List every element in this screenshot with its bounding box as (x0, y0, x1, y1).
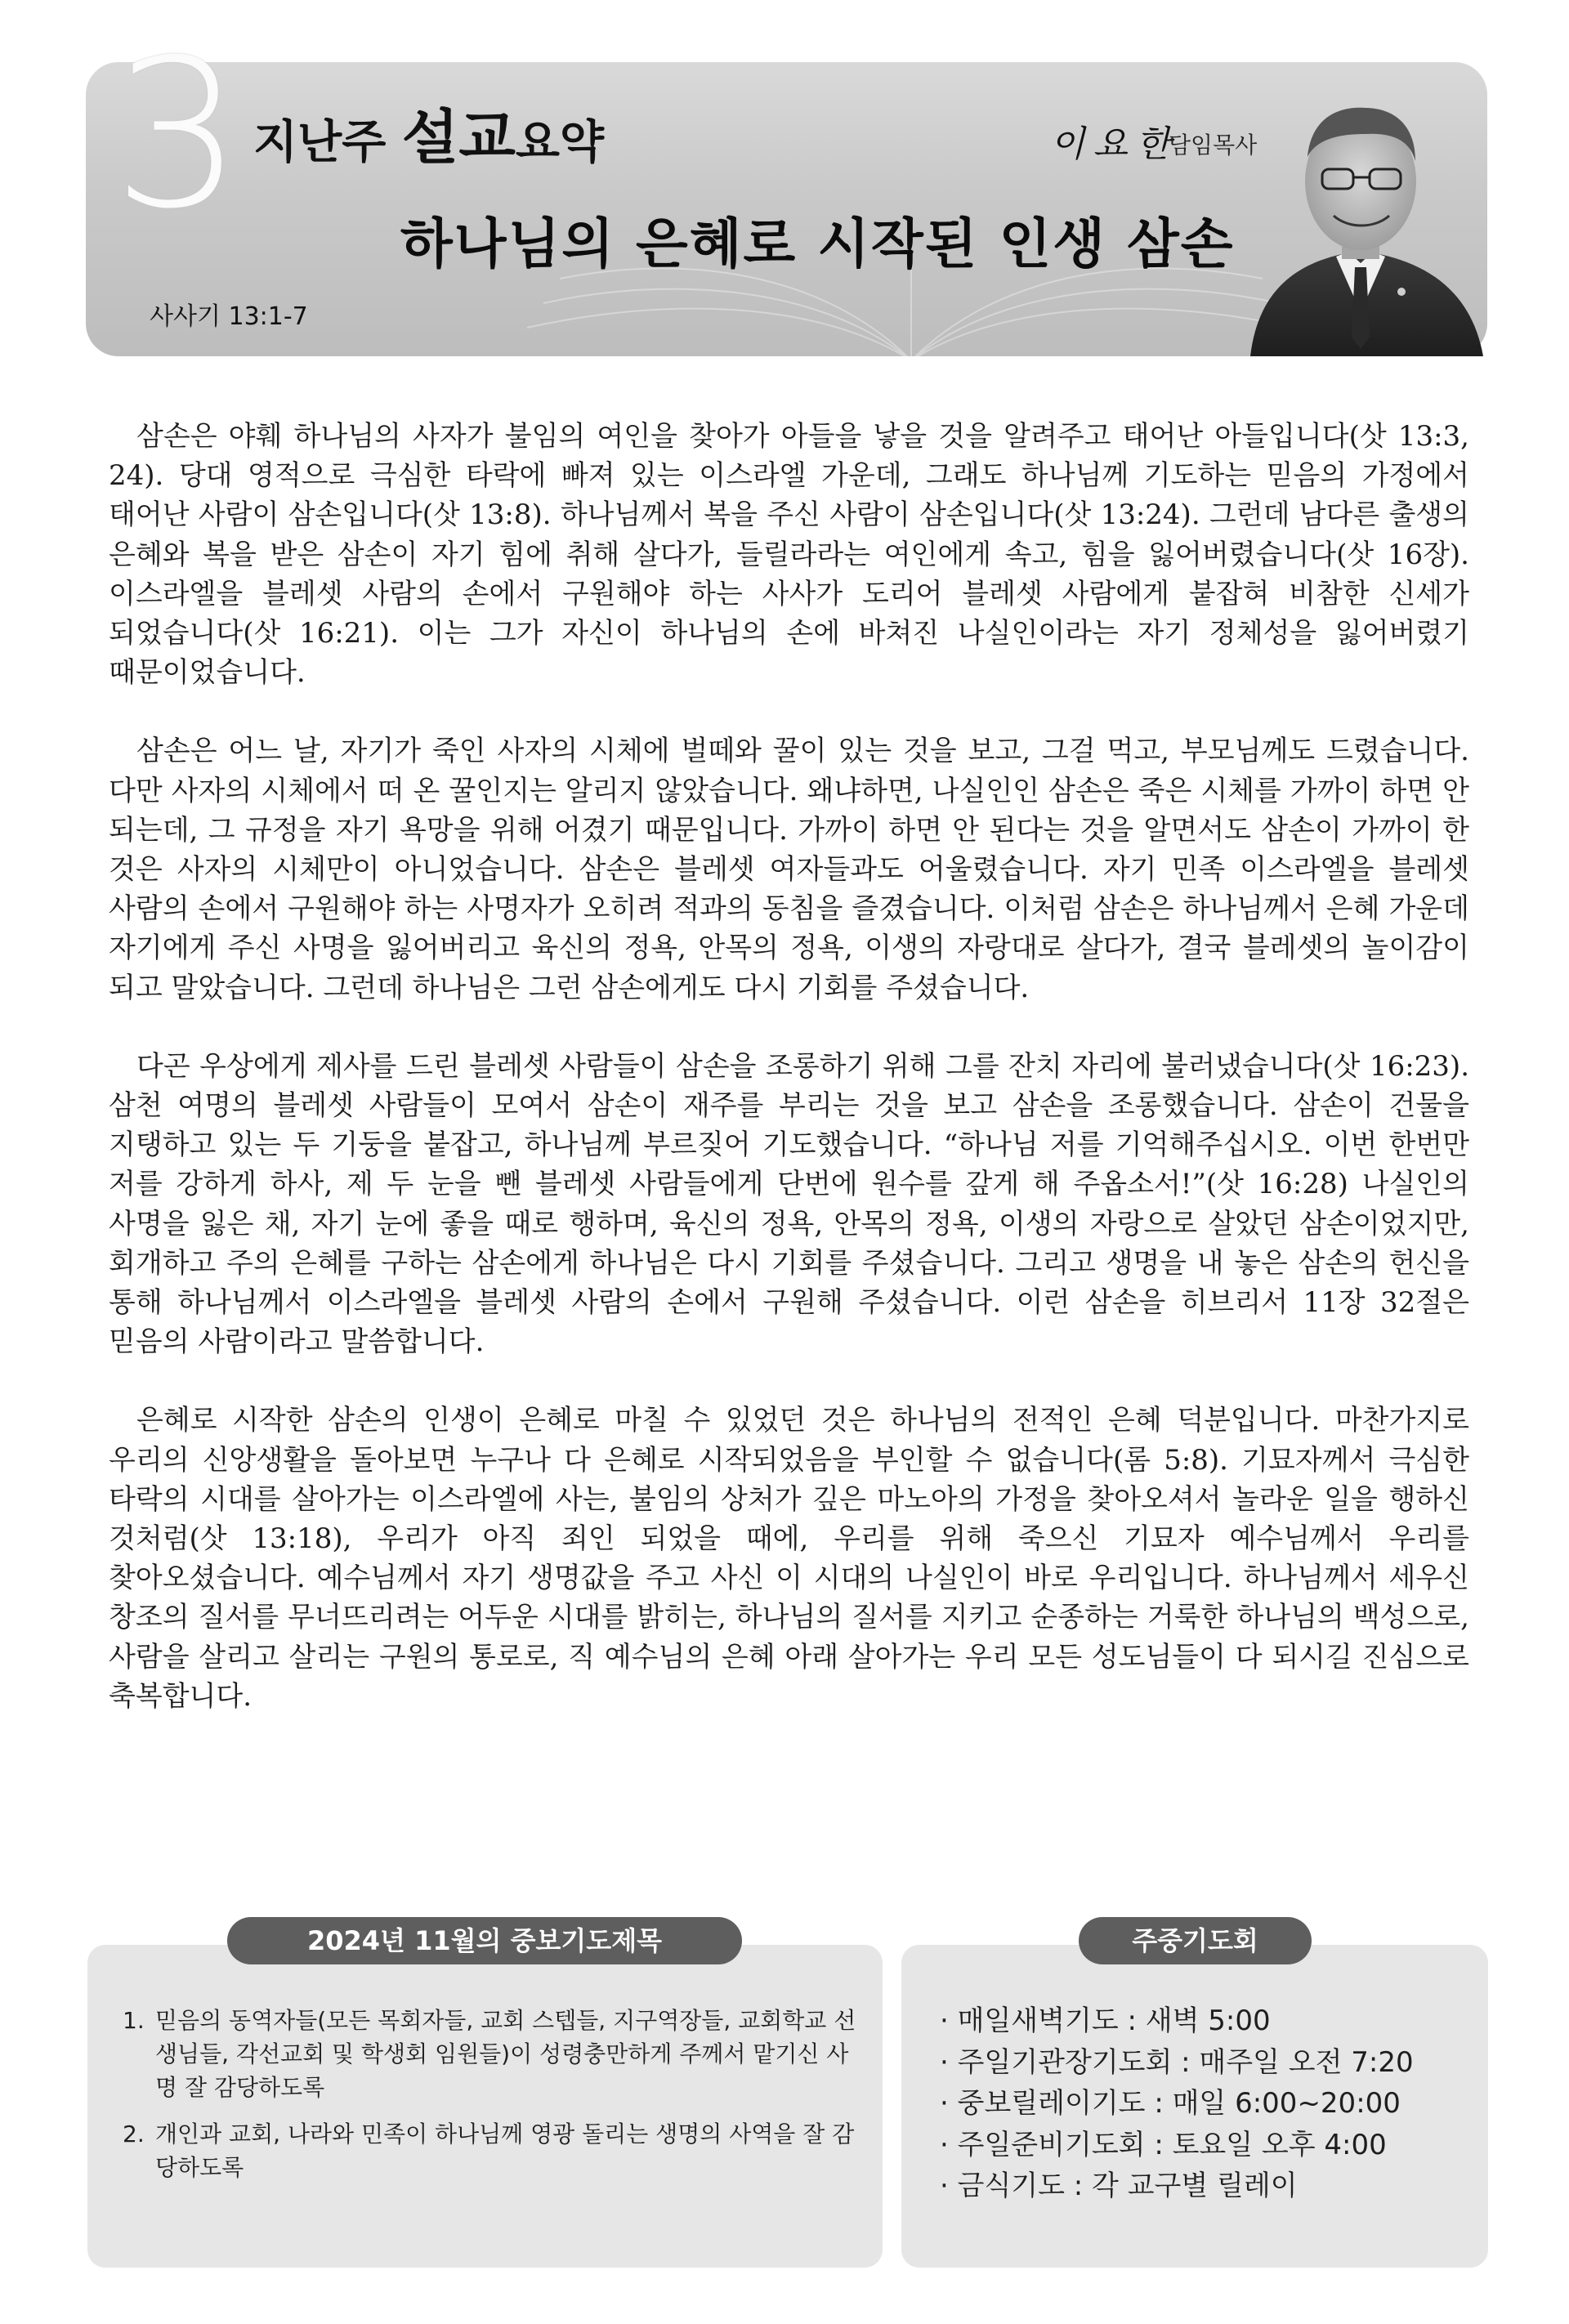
prayer-topics-title: 2024년 11월의 중보기도제목 (227, 1917, 742, 1964)
pastor-name: 이요한 (1050, 123, 1179, 165)
sermon-title: 하나님의 은혜로 시작된 인생 삼손 (400, 212, 1235, 275)
prayer-meeting-item: · 중보릴레이기도 : 매일 6:00~20:00 (940, 2087, 1401, 2120)
prayer-topic-number: 1. (123, 2007, 145, 2034)
prayer-topic-item (123, 2004, 862, 2104)
pastor-photo (1234, 67, 1487, 356)
prayer-topic-text: 개인과 교회, 나라와 민족이 하나님께 영광 돌리는 생명의 사역을 잘 감당하도록 (155, 2121, 855, 2181)
sermon-paragraph: 삼손은 야훼 하나님의 사자가 불임의 여인을 찾아가 아들을 낳을 것을 알려주고 태어난 아들입니다(삿 13:3, 24). 당대 영적으로 극심한 타락에 빠져 있는 이스라엘 가운데, 그래도 하나님께 기도하는 믿음의 가정에서 태어난 사람이 삼손입니다(삿 13:8). 하나님께서 복을 주신 사람이 삼손입니다(삿 13:24). 그런데 남다른 출생의 은혜와 복을 받은 삼손이 자기 힘에 취해 살다가, 들릴라라는 여인에게 속고, 힘을 잃어버렸습니다(삿 16장). 이스라엘을 블레셋 사람의 손에서 구원해야 하는 사사가 도리어 블레셋 사람에게 붙잡혀 비참한 신세가 되었습니다(삿 16:21). 이는 그가 자신이 하나님의 손에 바쳐진 나실인이라는 자기 정체성을 잃어버렸기 때문이었습니다. (109, 420, 1469, 690)
scripture-reference: 사사기 13:1-7 (150, 302, 308, 331)
sermon-summary-body (109, 417, 1469, 1755)
prayer-topics-list (123, 2004, 862, 2197)
prayer-topic-item (123, 2117, 862, 2184)
pastor-role: 담임목사 (1169, 132, 1258, 159)
prayer-meetings-list (940, 2000, 1471, 2207)
section-title-part1: 지난주 (253, 116, 402, 169)
prayer-meeting-item: · 주일준비기도회 : 토요일 오후 4:00 (940, 2128, 1387, 2161)
prayer-topic-text: 믿음의 동역자들(모든 목회자들, 교회 스텝들, 지구역장들, 교회학교 선생님들, 각선교회 및 학생회 임원들)이 성령충만하게 주께서 맡기신 사명 잘 감당하도록 (155, 2007, 856, 2101)
prayer-meeting-item: · 금식기도 : 각 교구별 릴레이 (940, 2170, 1298, 2202)
prayer-topic-number: 2. (123, 2121, 145, 2147)
sermon-paragraph: 삼손은 어느 날, 자기가 죽인 사자의 시체에 벌떼와 꿀이 있는 것을 보고, 그걸 먹고, 부모님께도 드렸습니다. 다만 사자의 시체에서 떠 온 꿀인지는 알리지 않았습니다. 왜냐하면, 나실인인 삼손은 죽은 시체를 가까이 하면 안 되는데, 그 규정을 자기 욕망을 위해 어겼기 때문입니다. 가까이 하면 안 된다는 것을 알면서도 삼손이 가까이 한 것은 사자의 시체만이 아니었습니다. 삼손은 블레셋 여자들과도 어울렸습니다. 자기 민족 이스라엘을 블레셋 사람의 손에서 구원해야 하는 사명자가 오히려 적과의 동침을 즐겼습니다. 이처럼 삼손은 하나님께서 은혜 가운데 자기에게 주신 사명을 잃어버리고 육신의 정욕, 안목의 정욕, 이생의 자랑대로 살다가, 결국 블레셋의 놀이감이 되고 말았습니다. 그런데 하나님은 그런 삼손에게도 다시 기회를 주셨습니다. (109, 735, 1469, 1004)
prayer-meeting-item: · 주일기관장기도회 : 매주일 오전 7:20 (940, 2045, 1414, 2079)
section-title-emphasis: 설교 (401, 103, 516, 172)
prayer-meetings-title: 주중기도회 (1079, 1917, 1312, 1964)
sermon-paragraph: 다곤 우상에게 제사를 드린 블레셋 사람들이 삼손을 조롱하기 위해 그를 잔치 자리에 불러냈습니다(삿 16:23). 삼천 여명의 블레셋 사람들이 모여서 삼손이 재주를 부리는 것을 보고 삼손을 조롱했습니다. 삼손이 건물을 지탱하고 있는 두 기둥을 붙잡고, 하나님께 부르짖어 기도했습니다. “하나님 저를 기억해주십시오. 이번 한번만 저를 강하게 하사, 제 두 눈을 뺀 블레셋 사람들에게 단번에 원수를 갚게 해 주옵소서!”(삿 16:28) 나실인의 사명을 잃은 채, 자기 눈에 좋을 때로 행하며, 육신의 정욕, 안목의 정욕, 이생의 자랑으로 살았던 삼손이었지만, 회개하고 주의 은혜를 구하는 삼손에게 하나님은 다시 기회를 주셨습니다. 그리고 생명을 내 놓은 삼손의 헌신을 통해 하나님께서 이스라엘을 블레셋 사람의 손에서 구원해 주셨습니다. 이런 삼손을 히브리서 11장 32절은 믿음의 사람이라고 말씀합니다. (109, 1049, 1469, 1359)
section-title (253, 90, 604, 175)
prayer-meeting-item: · 매일새벽기도 : 새벽 5:00 (940, 2004, 1271, 2037)
sermon-paragraph: 은혜로 시작한 삼손의 인생이 은혜로 마칠 수 있었던 것은 하나님의 전적인 은혜 덕분입니다. 마찬가지로 우리의 신앙생활을 돌아보면 누구나 다 은혜로 시작되었음을 부인할 수 없습니다(롬 5:8). 기묘자께서 극심한 타락의 시대를 살아가는 이스라엘에 사는, 불임의 상처가 깊은 마노아의 가정을 찾아오셔서 놀라운 일을 행하신 것처럼(삿 13:18), 우리가 아직 죄인 되었을 때에, 우리를 위해 죽으신 기묘자 예수님께서 우리를 찾아오셨습니다. 예수님께서 자기 생명값을 주고 사신 이 시대의 나실인이 바로 우리입니다. 하나님께서 세우신 창조의 질서를 무너뜨리려는 어두운 시대를 밝히는, 하나님의 질서를 지키고 순종하는 거룩한 하나님의 백성으로, 사람을 살리고 살리는 구원의 통로로, 직 예수님의 은혜 아래 살아가는 우리 모든 성도님들이 다 되시길 진심으로 축복합니다. (109, 1404, 1469, 1713)
section-number: 3 (113, 16, 244, 253)
section-title-part2: 요약 (515, 116, 605, 169)
